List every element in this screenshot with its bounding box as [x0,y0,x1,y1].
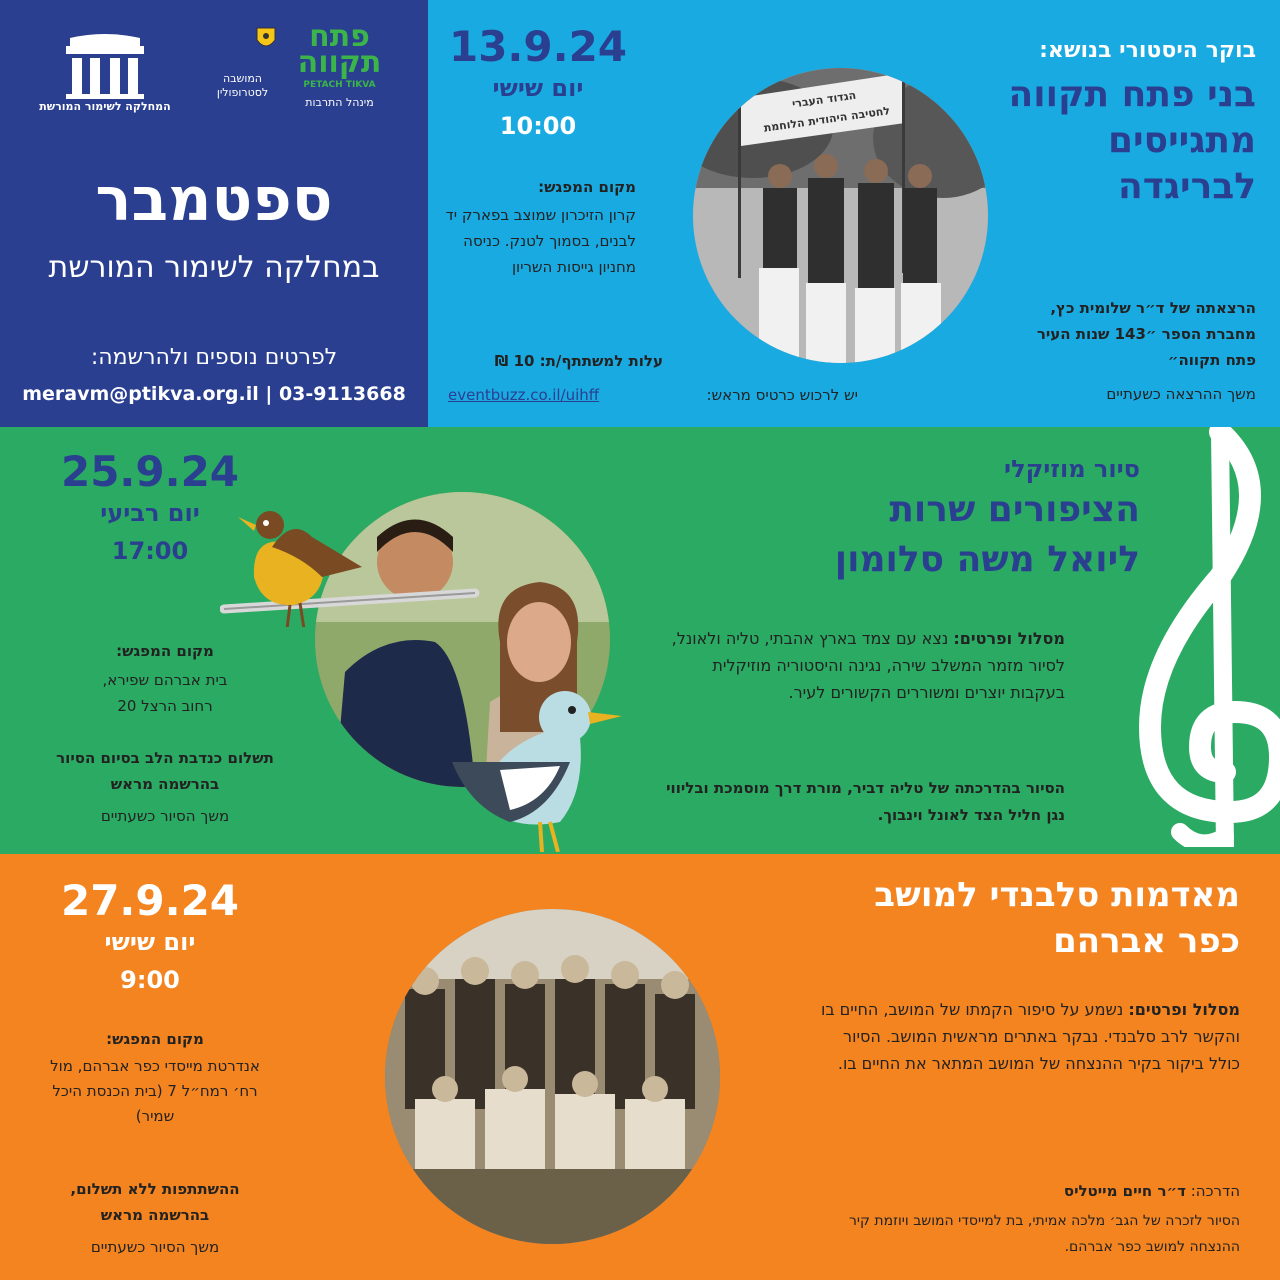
event-1-ticket-label: יש לרכוש כרטיס מראש: [706,386,858,404]
month-title: ספטמבר [95,165,333,235]
city-emblem-icon [255,26,277,52]
event-3-guide [820,1182,1240,1200]
event-2-panel [0,427,1280,854]
event-1-panel [428,0,1280,427]
moshava-label: המושבה לסטרופולין [216,72,269,99]
petach-tikva-logo [205,19,405,122]
event-2-time: 17:00 [111,537,189,565]
pt-english-logo: PETACH TIKVA [303,80,376,90]
event-3-meeting-label: מקום המפגש: [106,1030,204,1048]
intro-subtitle: במחלקה לשימור המורשת [48,250,380,285]
heritage-logo-caption: המחלקה לשימור המורשת [39,100,171,113]
event-3-time: 9:00 [120,966,180,994]
event-3-photo [385,909,720,1244]
event-2-meeting-text: בית אברהם שפירא, רחוב הרצל 20 [102,671,228,715]
intro-panel [0,0,428,427]
event-3-date: 27.9.24 [60,876,240,925]
event-1-meeting-text: קרון הזיכרון שמוצב בפארק יד לבנים, בסמוך לטנק. כניסה מחניון גייסות השריון [445,206,636,276]
event-1-date: 13.9.24 [448,22,628,71]
event-2-route-label: מסלול ופרטים: [953,629,1065,648]
brown-bird-icon [232,507,372,627]
event-3-route-label: מסלול ופרטים: [1128,1000,1240,1019]
event-3-guide-label: הדרכה: [1190,1182,1240,1200]
event-1-title: בני פתח תקווה מתגייסים לבריגדה [1008,74,1256,207]
event-1-meeting-label: מקום המפגש: [538,178,636,196]
event-2-route [665,625,1065,706]
event-2-guide: הסיור בהדרכתה של טליה דביר, מורת דרך מוסמכת ובליווי נגן חליל הצד לאונל וינבוך. [666,779,1065,824]
pt-hebrew-logo: פתח תקווה [297,19,382,80]
event-2-route-text: נצא עם צמד בארץ אהבתי, טליה ולאונל, לסיור מזמר המשלב שירה, נגינה והיסטוריה מוזיקלית בעקבות יוצרים ומשוררים הקשורים לעיר. [671,629,1065,702]
event-3-panel [0,854,1280,1280]
event-2-date: 25.9.24 [60,447,240,496]
heritage-building-icon [40,30,170,100]
event-1-banner-text: הגדוד העברי לחטיבה היהודית הלוחמת [762,88,891,135]
founders-group-photo-icon [385,909,720,1244]
event-2-payment: תשלום כנדבת הלב בסיום הסיור בהרשמה מראש [56,749,274,793]
event-2-title: הציפורים שרות ליואל משה סלומון [834,489,1140,580]
event-1-day: יום שישי [492,74,584,102]
event-1-cost: עלות למשתתף/ת: 10 ₪ [494,352,663,370]
event-1-kicker: בוקר היסטורי בנושא: [1039,38,1256,63]
event-3-participation: ההשתתפות ללא תשלום, בהרשמה מראש [70,1180,240,1224]
culture-label: מינהל התרבות [305,96,374,109]
event-2-kicker: סיור מוזיקלי [1004,455,1140,483]
event-1-ticket-link[interactable]: eventbuzz.co.il/uihff [448,386,600,404]
register-label: לפרטים נוספים ולהרשמה: [90,345,338,370]
event-3-title: מאדמות סלבנדי למושב כפר אברהם [874,875,1240,961]
event-1-time: 10:00 [499,112,577,140]
event-3-duration: משך הסיור כשעתיים [90,1238,220,1256]
heritage-logo [40,30,170,120]
event-3-guide-name: ד״ר חיים מייטליס [1063,1182,1186,1200]
event-2-day: יום רביעי [100,499,200,527]
event-2-meeting-label: מקום המפגש: [116,642,214,660]
event-3-route-text: נשמע על סיפור הקמתו של המושב, החיים בו והקשר לרב סלבנדי. נבקר באתרים מראשית המושב. הסיור כולל ביקור בקיר ההנצחה של המושב המתאר את החיים בו. [820,1000,1240,1073]
event-3-memorial: הסיור לזכרה של הגב׳ מלכה אמיתי, בת למייסדי המושב ויוזמת קיר ההנצחה למושב כפר אברהם. [849,1213,1240,1255]
seagull-icon [450,682,630,852]
event-3-meeting-text: אנדרטת מייסדי כפר אברהם, מול רח׳ רמח״ל 7 (בית הכנסת היכל שמיר) [50,1057,260,1125]
contact-details[interactable]: meravm@ptikva.org.il | 03-9113668 [22,383,406,405]
event-3-day: יום שישי [104,928,196,956]
event-1-lecture: הרצאתה של ד״ר שלומית כץ, מחברת הספר ״143 שנות העיר פתח תקווה״ [1036,299,1256,369]
event-1-duration: משך ההרצאה כשעתיים [1106,385,1256,403]
event-3-route [820,996,1240,1077]
event-2-duration: משך הסיור כשעתיים [100,807,230,825]
